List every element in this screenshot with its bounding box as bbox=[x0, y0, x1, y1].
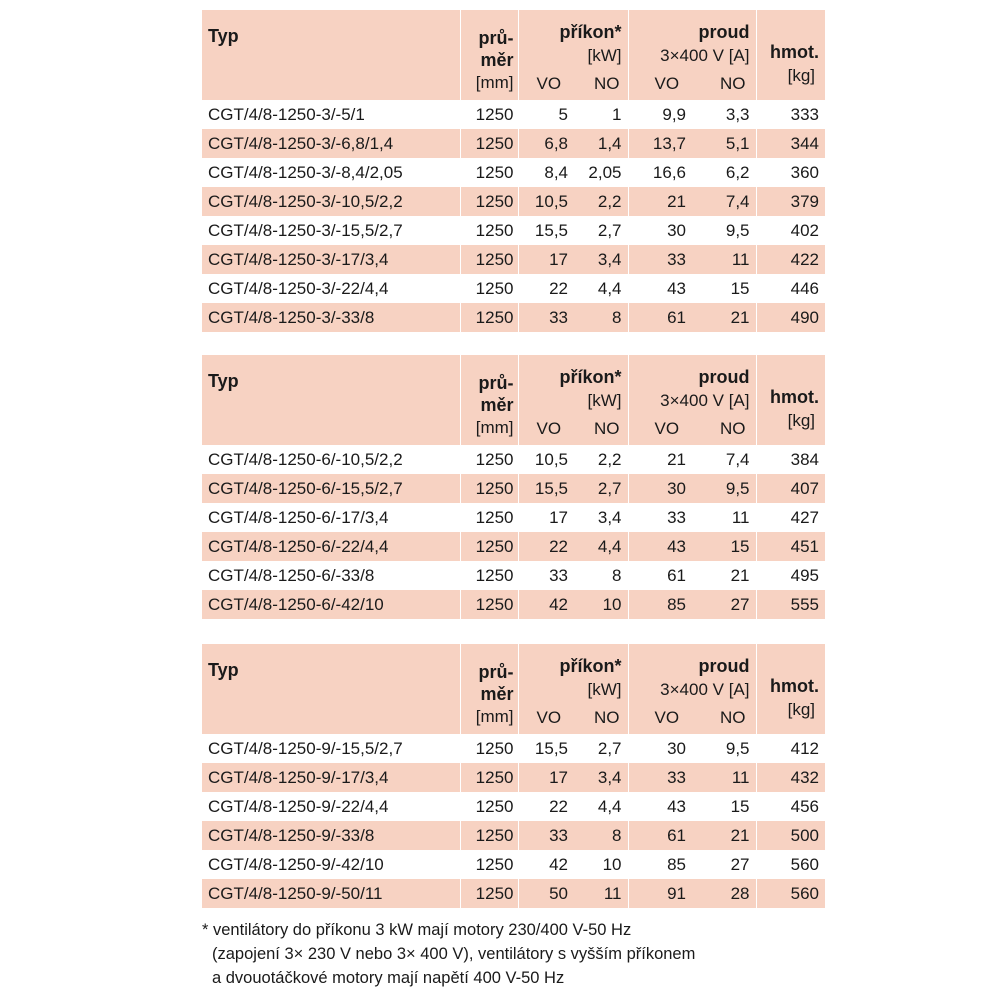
header-proud-unit: 3×400 V [A] bbox=[660, 46, 750, 65]
cell-prikon-vo: 10,5 bbox=[518, 445, 572, 474]
cell-proud-vo: 33 bbox=[628, 503, 692, 532]
cell-proud-no: 6,2 bbox=[725, 163, 750, 182]
cell-prikon-vo: 15,5 bbox=[518, 734, 572, 763]
cell-prikon-vo: 8,4 bbox=[518, 158, 572, 187]
cell-hmot: 446 bbox=[756, 274, 825, 303]
header-hmot-unit: [kg] bbox=[787, 411, 815, 430]
cell-proud-vo: 30 bbox=[628, 474, 692, 503]
cell-prikon-vo: 33 bbox=[518, 561, 572, 590]
cell-prumer: 1250 bbox=[460, 474, 518, 503]
header-hmot: hmot. bbox=[770, 387, 819, 407]
cell-proud-no: 15 bbox=[730, 279, 750, 298]
table-row bbox=[202, 245, 825, 274]
cell-prikon-no: 10 bbox=[602, 855, 622, 874]
footnote-line-2: (zapojení 3× 230 V nebo 3× 400 V), ventilátory s vyšším příkonem bbox=[212, 945, 696, 963]
cell-prikon-vo: 15,5 bbox=[518, 216, 572, 245]
header-row bbox=[202, 644, 825, 734]
cell-prikon-vo: 22 bbox=[518, 792, 572, 821]
cell-proud-no: 9,5 bbox=[692, 474, 756, 503]
cell-hmot: 344 bbox=[756, 129, 825, 158]
cell-proud-no: 5,1 bbox=[692, 129, 756, 158]
header-proud: proud bbox=[698, 367, 750, 387]
cell-prikon-vo: 22 bbox=[518, 532, 572, 561]
cell-proud-vo: 33 bbox=[628, 245, 692, 274]
cell-proud-no: 11 bbox=[731, 508, 750, 527]
cell-hmot: 379 bbox=[756, 187, 825, 216]
cell-prumer: 1250 bbox=[460, 792, 518, 821]
cell-typ: CGT/4/8-1250-3/-8,4/2,05 bbox=[208, 163, 403, 182]
cell-hmot: 402 bbox=[756, 216, 825, 245]
cell-proud-no: 7,4 bbox=[725, 450, 750, 469]
header-prikon: příkon* bbox=[559, 367, 622, 387]
cell-hmot: 360 bbox=[756, 158, 825, 187]
table-row bbox=[202, 879, 825, 908]
cell-prikon-no: 3,4 bbox=[597, 508, 622, 527]
cell-proud-vo: 43 bbox=[628, 274, 692, 303]
cell-prikon-no: 2,2 bbox=[597, 450, 622, 469]
cell-prikon-vo: 5 bbox=[518, 100, 572, 129]
footnote-line-1: * ventilátory do příkonu 3 kW mají motory 230/400 V-50 Hz bbox=[202, 921, 632, 939]
header-proud-cell bbox=[628, 355, 756, 445]
cell-typ: CGT/4/8-1250-3/-5/1 bbox=[208, 105, 365, 124]
cell-prumer: 1250 bbox=[460, 879, 518, 908]
cell-typ: CGT/4/8-1250-9/-42/10 bbox=[208, 855, 384, 874]
cell-prikon-vo: 50 bbox=[518, 879, 572, 908]
cell-typ: CGT/4/8-1250-6/-10,5/2,2 bbox=[208, 450, 403, 469]
cell-typ: CGT/4/8-1250-6/-33/8 bbox=[208, 566, 375, 585]
cell-prikon-vo: 10,5 bbox=[518, 187, 572, 216]
header-typ-cell bbox=[202, 355, 460, 445]
cell-prikon-no: 2,7 bbox=[572, 474, 628, 503]
spec-table-6 bbox=[202, 355, 825, 619]
table-row bbox=[202, 561, 825, 590]
cell-typ: CGT/4/8-1250-6/-42/10 bbox=[202, 590, 460, 619]
header-proud-cell bbox=[628, 644, 756, 734]
cell-prikon-no: 4,4 bbox=[597, 797, 622, 816]
cell-proud-vo: 85 bbox=[628, 850, 692, 879]
cell-proud-vo: 43 bbox=[628, 532, 692, 561]
header-prumer-unit: [mm] bbox=[475, 707, 514, 726]
cell-prikon-vo: 42 bbox=[518, 590, 572, 619]
header-typ: Typ bbox=[208, 26, 239, 46]
header-hmot-unit: [kg] bbox=[787, 66, 815, 85]
cell-typ: CGT/4/8-1250-3/-15,5/2,7 bbox=[208, 221, 403, 240]
cell-prumer: 1250 bbox=[460, 561, 518, 590]
header-prikon-unit: [kW] bbox=[587, 46, 622, 65]
cell-prikon-vo: 33 bbox=[518, 821, 572, 850]
cell-prikon-no: 4,4 bbox=[597, 279, 622, 298]
cell-hmot: 560 bbox=[756, 850, 825, 879]
cell-prikon-vo: 17 bbox=[518, 503, 572, 532]
cell-proud-vo: 43 bbox=[628, 792, 692, 821]
cell-prikon-no: 8 bbox=[612, 566, 622, 585]
cell-typ: CGT/4/8-1250-9/-15,5/2,7 bbox=[208, 739, 403, 758]
cell-prikon-no: 4,4 bbox=[572, 532, 628, 561]
cell-typ: CGT/4/8-1250-3/-33/8 bbox=[202, 303, 460, 332]
header-typ-cell bbox=[202, 10, 460, 100]
cell-prikon-no: 11 bbox=[572, 879, 628, 908]
table-row bbox=[202, 445, 825, 474]
cell-hmot: 432 bbox=[756, 763, 825, 792]
header-hmot-cell bbox=[756, 10, 825, 100]
cell-prikon-vo: 33 bbox=[518, 303, 572, 332]
cell-prikon-no: 8 bbox=[572, 303, 628, 332]
cell-prikon-vo: 15,5 bbox=[518, 474, 572, 503]
header-hmot: hmot. bbox=[770, 42, 819, 62]
cell-hmot: 495 bbox=[756, 561, 825, 590]
table-row bbox=[202, 216, 825, 245]
cell-proud-no: 28 bbox=[692, 879, 756, 908]
header-prikon-cell bbox=[518, 644, 628, 734]
cell-prikon-vo: 6,8 bbox=[518, 129, 572, 158]
cell-prikon-vo: 42 bbox=[518, 850, 572, 879]
cell-proud-vo: 30 bbox=[628, 734, 692, 763]
cell-typ: CGT/4/8-1250-9/-22/4,4 bbox=[208, 797, 389, 816]
header-hmot-cell bbox=[756, 644, 825, 734]
cell-proud-vo: 33 bbox=[628, 763, 692, 792]
header-proud-unit: 3×400 V [A] bbox=[660, 680, 750, 699]
cell-hmot: 384 bbox=[756, 445, 825, 474]
cell-hmot: 451 bbox=[756, 532, 825, 561]
header-proud-vo: VO bbox=[654, 74, 680, 93]
cell-hmot: 333 bbox=[756, 100, 825, 129]
cell-prumer: 1250 bbox=[460, 532, 518, 561]
header-proud-no: NO bbox=[720, 419, 746, 438]
cell-prikon-vo: 17 bbox=[518, 763, 572, 792]
cell-prikon-no: 1,4 bbox=[572, 129, 628, 158]
table-row bbox=[202, 474, 825, 503]
table-row bbox=[202, 129, 825, 158]
cell-typ: CGT/4/8-1250-6/-22/4,4 bbox=[202, 532, 460, 561]
cell-hmot: 560 bbox=[756, 879, 825, 908]
cell-prumer: 1250 bbox=[460, 187, 518, 216]
table-row bbox=[202, 303, 825, 332]
header-proud-cell bbox=[628, 10, 756, 100]
cell-hmot: 456 bbox=[756, 792, 825, 821]
cell-hmot: 490 bbox=[756, 303, 825, 332]
cell-typ: CGT/4/8-1250-3/-10,5/2,2 bbox=[202, 187, 460, 216]
header-prikon-cell bbox=[518, 10, 628, 100]
cell-proud-no: 7,4 bbox=[692, 187, 756, 216]
cell-prikon-no: 3,4 bbox=[572, 245, 628, 274]
cell-hmot: 422 bbox=[756, 245, 825, 274]
cell-hmot: 412 bbox=[756, 734, 825, 763]
header-row bbox=[202, 10, 825, 100]
cell-proud-no: 11 bbox=[692, 763, 756, 792]
spec-table-9 bbox=[202, 644, 825, 908]
header-proud-vo: VO bbox=[654, 708, 680, 727]
cell-proud-no: 3,3 bbox=[725, 105, 750, 124]
cell-prikon-vo: 22 bbox=[518, 274, 572, 303]
header-prumer-line2: měr bbox=[480, 50, 514, 70]
header-prumer-unit: [mm] bbox=[475, 418, 514, 437]
table-row bbox=[202, 821, 825, 850]
table-row bbox=[202, 532, 825, 561]
cell-proud-vo: 30 bbox=[628, 216, 692, 245]
cell-typ: CGT/4/8-1250-9/-33/8 bbox=[202, 821, 460, 850]
cell-prumer: 1250 bbox=[460, 734, 518, 763]
cell-hmot: 555 bbox=[756, 590, 825, 619]
table-row bbox=[202, 187, 825, 216]
cell-prikon-no: 3,4 bbox=[572, 763, 628, 792]
header-prikon-no: NO bbox=[594, 419, 620, 438]
table-row bbox=[202, 792, 825, 821]
cell-prumer: 1250 bbox=[460, 821, 518, 850]
cell-prikon-no: 1 bbox=[612, 105, 622, 124]
header-prumer-line1: prů- bbox=[478, 28, 514, 48]
cell-prumer: 1250 bbox=[460, 100, 518, 129]
cell-prumer: 1250 bbox=[460, 503, 518, 532]
header-hmot: hmot. bbox=[770, 676, 819, 696]
header-hmot-cell bbox=[756, 355, 825, 445]
header-prumer-cell bbox=[460, 10, 518, 100]
cell-prumer: 1250 bbox=[460, 158, 518, 187]
cell-proud-vo: 9,9 bbox=[628, 100, 692, 129]
cell-prumer: 1250 bbox=[460, 303, 518, 332]
cell-proud-vo: 61 bbox=[628, 303, 692, 332]
header-proud: proud bbox=[698, 656, 750, 676]
cell-proud-no: 15 bbox=[692, 532, 756, 561]
cell-proud-no: 9,5 bbox=[725, 221, 750, 240]
header-prikon-no: NO bbox=[594, 708, 620, 727]
cell-prumer: 1250 bbox=[460, 850, 518, 879]
cell-proud-no: 15 bbox=[730, 797, 750, 816]
cell-prikon-no: 2,7 bbox=[597, 221, 622, 240]
cell-typ: CGT/4/8-1250-6/-15,5/2,7 bbox=[202, 474, 460, 503]
cell-proud-no: 27 bbox=[692, 590, 756, 619]
header-prumer-cell bbox=[460, 355, 518, 445]
header-prumer-unit: [mm] bbox=[475, 73, 514, 92]
cell-proud-no: 21 bbox=[692, 303, 756, 332]
cell-prumer: 1250 bbox=[460, 445, 518, 474]
spec-table-3 bbox=[202, 10, 825, 332]
cell-proud-no: 27 bbox=[730, 855, 750, 874]
header-prikon-vo: VO bbox=[536, 74, 562, 93]
cell-typ: CGT/4/8-1250-6/-17/3,4 bbox=[208, 508, 389, 527]
header-typ: Typ bbox=[208, 660, 239, 680]
cell-proud-vo: 91 bbox=[628, 879, 692, 908]
table-row bbox=[202, 274, 825, 303]
cell-hmot: 407 bbox=[756, 474, 825, 503]
cell-prumer: 1250 bbox=[460, 763, 518, 792]
header-prikon-vo: VO bbox=[536, 708, 562, 727]
header-typ: Typ bbox=[208, 371, 239, 391]
table-row bbox=[202, 503, 825, 532]
cell-typ: CGT/4/8-1250-3/-6,8/1,4 bbox=[202, 129, 460, 158]
cell-proud-vo: 61 bbox=[628, 561, 692, 590]
header-prikon: příkon* bbox=[559, 656, 622, 676]
footnote-line-3: a dvouotáčkové motory mají napětí 400 V-50 Hz bbox=[212, 969, 565, 987]
cell-proud-no: 9,5 bbox=[725, 739, 750, 758]
cell-prumer: 1250 bbox=[460, 216, 518, 245]
cell-proud-no: 11 bbox=[692, 245, 756, 274]
cell-prikon-no: 8 bbox=[572, 821, 628, 850]
header-proud: proud bbox=[698, 22, 750, 42]
header-hmot-unit: [kg] bbox=[787, 700, 815, 719]
cell-proud-vo: 85 bbox=[628, 590, 692, 619]
header-prikon: příkon* bbox=[559, 22, 622, 42]
cell-hmot: 500 bbox=[756, 821, 825, 850]
header-prumer-cell bbox=[460, 644, 518, 734]
table-row bbox=[202, 590, 825, 619]
cell-typ: CGT/4/8-1250-9/-17/3,4 bbox=[202, 763, 460, 792]
header-prikon-unit: [kW] bbox=[587, 680, 622, 699]
table-row bbox=[202, 734, 825, 763]
cell-prumer: 1250 bbox=[460, 274, 518, 303]
header-prikon-unit: [kW] bbox=[587, 391, 622, 410]
header-proud-no: NO bbox=[720, 74, 746, 93]
cell-prumer: 1250 bbox=[460, 590, 518, 619]
cell-typ: CGT/4/8-1250-9/-50/11 bbox=[202, 879, 460, 908]
table-row bbox=[202, 763, 825, 792]
cell-proud-vo: 21 bbox=[628, 445, 692, 474]
cell-hmot: 427 bbox=[756, 503, 825, 532]
header-proud-no: NO bbox=[720, 708, 746, 727]
cell-prikon-no: 2,05 bbox=[588, 163, 622, 182]
header-proud-vo: VO bbox=[654, 419, 680, 438]
table-row bbox=[202, 158, 825, 187]
cell-proud-vo: 16,6 bbox=[628, 158, 692, 187]
header-prumer-line1: prů- bbox=[478, 662, 514, 682]
header-prikon-no: NO bbox=[594, 74, 620, 93]
header-row bbox=[202, 355, 825, 445]
cell-proud-vo: 61 bbox=[628, 821, 692, 850]
header-prumer-line2: měr bbox=[480, 395, 514, 415]
cell-prumer: 1250 bbox=[460, 245, 518, 274]
header-proud-unit: 3×400 V [A] bbox=[660, 391, 750, 410]
cell-proud-vo: 13,7 bbox=[628, 129, 692, 158]
cell-prikon-vo: 17 bbox=[518, 245, 572, 274]
header-prikon-cell bbox=[518, 355, 628, 445]
header-typ-cell bbox=[202, 644, 460, 734]
footnote bbox=[202, 918, 802, 990]
header-prumer-line2: měr bbox=[480, 684, 514, 704]
cell-prumer: 1250 bbox=[460, 129, 518, 158]
header-prumer-line1: prů- bbox=[478, 373, 514, 393]
table-row bbox=[202, 850, 825, 879]
table-row bbox=[202, 100, 825, 129]
cell-proud-vo: 21 bbox=[628, 187, 692, 216]
cell-typ: CGT/4/8-1250-3/-22/4,4 bbox=[208, 279, 389, 298]
cell-proud-no: 21 bbox=[692, 821, 756, 850]
cell-typ: CGT/4/8-1250-3/-17/3,4 bbox=[202, 245, 460, 274]
cell-proud-no: 21 bbox=[730, 566, 750, 585]
cell-prikon-no: 2,2 bbox=[572, 187, 628, 216]
cell-prikon-no: 10 bbox=[572, 590, 628, 619]
cell-prikon-no: 2,7 bbox=[597, 739, 622, 758]
header-prikon-vo: VO bbox=[536, 419, 562, 438]
